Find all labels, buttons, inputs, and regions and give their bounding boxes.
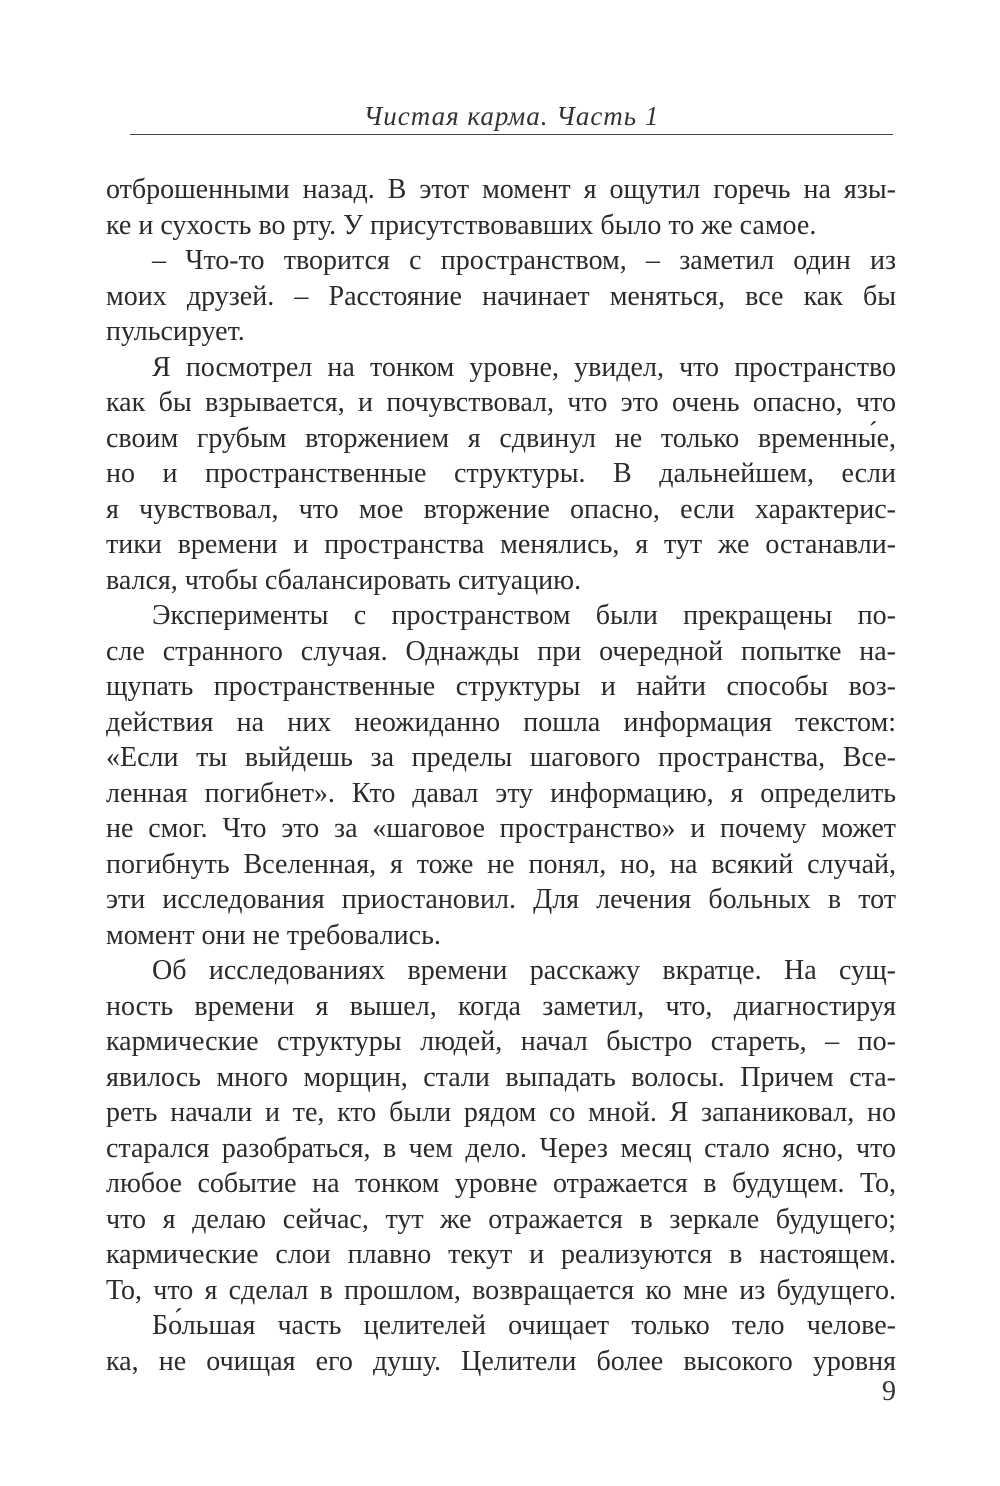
text-line: Эксперименты с пространством были прекращены по- bbox=[152, 600, 896, 631]
paragraph bbox=[106, 350, 896, 599]
text-line: явилось много морщин, стали выпадать волосы. Причем ста- bbox=[106, 1061, 896, 1093]
body-text bbox=[106, 172, 896, 1379]
text-line: «Если ты выйдешь за пределы шагового пространства, Все- bbox=[106, 742, 896, 773]
text-line: но и пространственные структуры. В дальнейшем, если bbox=[106, 458, 896, 489]
text-line: сле странного случая. Однажды при очередной попытке на- bbox=[106, 635, 896, 667]
text-line: что я делаю сейчас, тут же отражается в зеркале будущего; bbox=[106, 1203, 896, 1235]
text-line: кармические структуры людей, начал быстро стареть, – по- bbox=[106, 1026, 896, 1057]
paragraph bbox=[106, 953, 896, 1308]
text-line: кармические слои плавно текут и реализуются в настоящем. bbox=[106, 1239, 896, 1270]
text-line: я чувствовал, что мое вторжение опасно, если характерис- bbox=[106, 493, 896, 525]
running-head-title: Чистая карма. Часть 1 bbox=[363, 101, 660, 131]
text-line: ка, не очищая его душу. Целители более высокого уровня bbox=[106, 1345, 896, 1377]
text-line: отброшенными назад. В этот момент я ощутил горечь на язы- bbox=[106, 174, 896, 205]
text-line: щупать пространственные структуры и найти способы воз- bbox=[106, 671, 896, 702]
text-line: тики времени и пространства менялись, я тут же останавли- bbox=[106, 529, 896, 560]
text-line: То, что я сделал в прошлом, возвращается ко мне из будущего. bbox=[106, 1274, 896, 1306]
text-line: Об исследованиях времени расскажу вкратце. На сущ- bbox=[152, 955, 896, 986]
text-line: реть начали и те, кто были рядом со мной. Я запаниковал, но bbox=[106, 1097, 896, 1128]
text-line: эти исследования приостановил. Для лечения больных в тот bbox=[106, 884, 896, 915]
text-line: ность времени я вышел, когда заметил, что, диагностируя bbox=[106, 990, 896, 1022]
header-divider bbox=[130, 134, 893, 135]
paragraph bbox=[106, 598, 896, 953]
text-line: пульсирует. bbox=[106, 316, 245, 347]
text-line: погибнуть Вселенная, я тоже не понял, но, на всякий случай, bbox=[106, 848, 896, 880]
text-line: Я посмотрел на тонком уровне, увидел, что пространство bbox=[152, 351, 896, 383]
text-line: не смог. Что это за «шаговое пространство» и почему может bbox=[106, 813, 896, 844]
page-number: 9 bbox=[882, 1376, 896, 1407]
text-line: ленная погибнет». Кто давал эту информацию, я определить bbox=[106, 777, 896, 809]
text-line: старался разобраться, в чем дело. Через месяц стало ясно, что bbox=[106, 1132, 896, 1164]
text-line: ке и сухость во рту. У присутствовавших было то же самое. bbox=[106, 209, 817, 241]
text-line: любое событие на тонком уровне отражается в будущем. То, bbox=[106, 1168, 896, 1199]
paragraph bbox=[106, 1308, 896, 1379]
text-line: как бы взрывается, и почувствовал, что это очень опасно, что bbox=[106, 387, 896, 418]
text-line: своим грубым вторжением я сдвинул не только временны́е, bbox=[106, 422, 896, 454]
text-line: действия на них неожиданно пошла информация текстом: bbox=[106, 706, 896, 738]
text-line: вался, чтобы сбалансировать ситуацию. bbox=[106, 564, 582, 596]
text-line: моих друзей. – Расстояние начинает меняться, все как бы bbox=[106, 280, 896, 312]
paragraph-dialogue bbox=[106, 243, 896, 350]
text-line: момент они не требовались. bbox=[106, 919, 441, 951]
text-line: Бо́льшая часть целителей очищает только тело челове- bbox=[152, 1310, 896, 1341]
paragraph-continuation bbox=[106, 172, 896, 243]
text-line: – Что-то творится с пространством, – заметил один из bbox=[152, 245, 896, 276]
